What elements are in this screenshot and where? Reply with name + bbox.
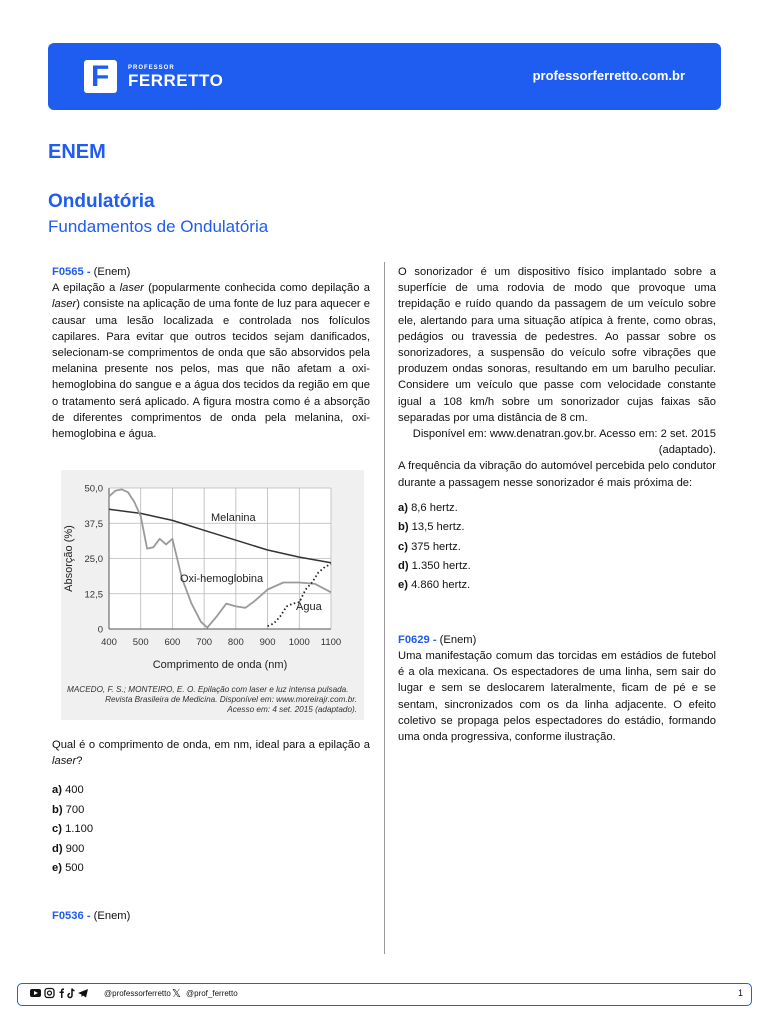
series-label: Oxi-hemoglobina — [180, 573, 264, 585]
x-tick-label: 800 — [227, 637, 244, 648]
series-label: Água — [296, 601, 322, 613]
left-column-lower — [52, 737, 370, 925]
option-a[interactable]: a) 8,6 hertz. — [398, 501, 458, 514]
header-banner — [48, 43, 721, 110]
option-c[interactable]: c) 1.100 — [52, 823, 94, 836]
options-list — [52, 781, 370, 878]
x-tick-label: 700 — [196, 637, 213, 648]
question-prompt: A frequência da vibração do automóvel percebida pelo condutor durante a passagem nesse sonorizador é mais próxima de: — [398, 460, 716, 489]
social-icons — [30, 987, 112, 1002]
y-tick-label: 50,0 — [84, 483, 103, 495]
facebook-icon[interactable] — [60, 989, 65, 999]
question-id: F0629 - — [398, 633, 437, 646]
logo-subtitle: PROFESSOR — [128, 65, 175, 71]
logo-letter: F — [91, 60, 110, 93]
y-tick-label: 12,5 — [84, 589, 103, 601]
right-column — [398, 264, 716, 745]
x-tick-label: 1000 — [288, 637, 310, 648]
option-d[interactable]: d) 1.350 hertz. — [398, 560, 471, 573]
question-id: F0536 - — [52, 910, 91, 923]
chart-citation-line: MACEDO, F. S.; MONTEIRO, E. O. Epilação com laser e luz intensa pulsada. — [67, 685, 349, 694]
chart-citation-line: Revista Brasileira de Medicina. Disponível em: www.moreirajr.com.br. — [105, 695, 357, 704]
question-f0565-header — [52, 264, 370, 280]
y-tick-label: 0 — [97, 624, 103, 636]
option-a[interactable]: a) 400 — [52, 784, 84, 797]
column-divider — [384, 262, 385, 954]
logo-icon — [84, 60, 117, 93]
social-icons-svg — [30, 987, 112, 999]
subtopic-title: Fundamentos de Ondulatória — [48, 217, 269, 236]
question-source: (Enem) — [439, 633, 477, 646]
question-text: A epilação a laser (popularmente conhecida como depilação a laser) consiste na aplicação de uma fonte de luz para aquecer e causar uma lesão localizada e controlada nos folículos capilares. Para evitar que outros tecidos sejam danificados, selecionam-se comprimentos de onda que são absorvidos pela melanina presente nos pelos, mas que não afetam a oxi-hemoglobina do sangue e a água dos tecidos da região em que o tratamento será aplicado. A figura mostra como é a absorção de diferentes comprimentos de onda pela melanina, oxi-hemoglobina e água. — [52, 282, 370, 441]
y-tick-label: 37,5 — [84, 518, 103, 530]
youtube-icon[interactable] — [30, 989, 41, 997]
option-e[interactable]: e) 500 — [52, 861, 84, 874]
x-tick-label: 400 — [101, 637, 117, 648]
question-id: F0565 - — [52, 266, 91, 278]
site-link[interactable]: professorferretto.com.br — [532, 68, 685, 83]
option-b[interactable]: b) 700 — [52, 803, 85, 816]
question-f0629-header — [398, 632, 716, 648]
chart-svg — [61, 470, 364, 720]
option-b[interactable]: b) 13,5 hertz. — [398, 521, 465, 534]
exam-title: ENEM — [48, 141, 106, 163]
source-line: Disponível em: www.denatran.gov.br. Acesso em: 2 set. 2015 (adaptado). — [412, 428, 716, 457]
telegram-icon[interactable] — [78, 989, 88, 998]
series-label: Melanina — [211, 512, 256, 524]
question-source: (Enem) — [93, 910, 131, 923]
instagram-handle[interactable]: @professorferretto — [104, 989, 171, 998]
chart-citation-line: Acesso em: 4 set. 2015 (adaptado). — [227, 705, 357, 714]
x-tick-label: 900 — [259, 637, 276, 648]
x-icon[interactable]: 𝕏 — [172, 988, 181, 1000]
x-tick-label: 1100 — [320, 637, 342, 648]
page-number: 1 — [737, 988, 743, 998]
topic-title: Ondulatória — [48, 191, 155, 212]
instagram-icon[interactable] — [45, 989, 54, 998]
footer-bar — [17, 983, 752, 1006]
x-axis-label: Comprimento de onda (nm) — [152, 659, 288, 671]
tiktok-icon[interactable] — [68, 989, 75, 998]
question-prompt: Qual é o comprimento de onda, em nm, ideal para a epilação a laser? — [52, 739, 370, 768]
x-tick-label: 500 — [132, 637, 149, 648]
x-tick-label: 600 — [164, 637, 181, 648]
options-list — [398, 499, 716, 596]
question-text: Uma manifestação comum das torcidas em estádios de futebol é a ola mexicana. Os espectadores de uma linha, sem sair do lugar e sem se deslocarem lateralmente, ficam de pé e se sentam, sincronizados com os da linha adjacente. O efeito coletivo se propaga pelos espectadores do estádio, formando uma onda progressiva, conforme ilustração. — [398, 650, 716, 744]
option-c[interactable]: c) 375 hertz. — [398, 540, 461, 553]
y-axis-label: Absorção (%) — [63, 525, 75, 592]
question-text: O sonorizador é um dispositivo físico implantado sobre a superfície de uma rodovia de modo que provoque uma trepidação e ruído quando da passagem de um veículo sobre ele, alertando para uma situação atípica à frente, como obras, pedágios ou travessia de pedestres. Ao passar sobre os sonorizadores, a suspensão do veículo sofre vibrações que produzem ondas sonoras, resultando em um barulho peculiar. Considere um veículo que passe com velocidade constante igual a 108 km/h sobre um sonorizador cujas faixas são separadas por uma distância de 8 cm. — [398, 266, 716, 424]
x-handle[interactable]: @prof_ferretto — [186, 989, 238, 998]
logo-name: FERRETTO — [128, 71, 224, 90]
option-e[interactable]: e) 4.860 hertz. — [398, 579, 471, 592]
left-column — [52, 264, 370, 442]
question-f0536-header — [52, 908, 370, 924]
question-source: (Enem) — [93, 266, 131, 278]
option-d[interactable]: d) 900 — [52, 842, 85, 855]
y-tick-label: 25,0 — [84, 554, 103, 565]
absorption-chart — [61, 470, 364, 720]
